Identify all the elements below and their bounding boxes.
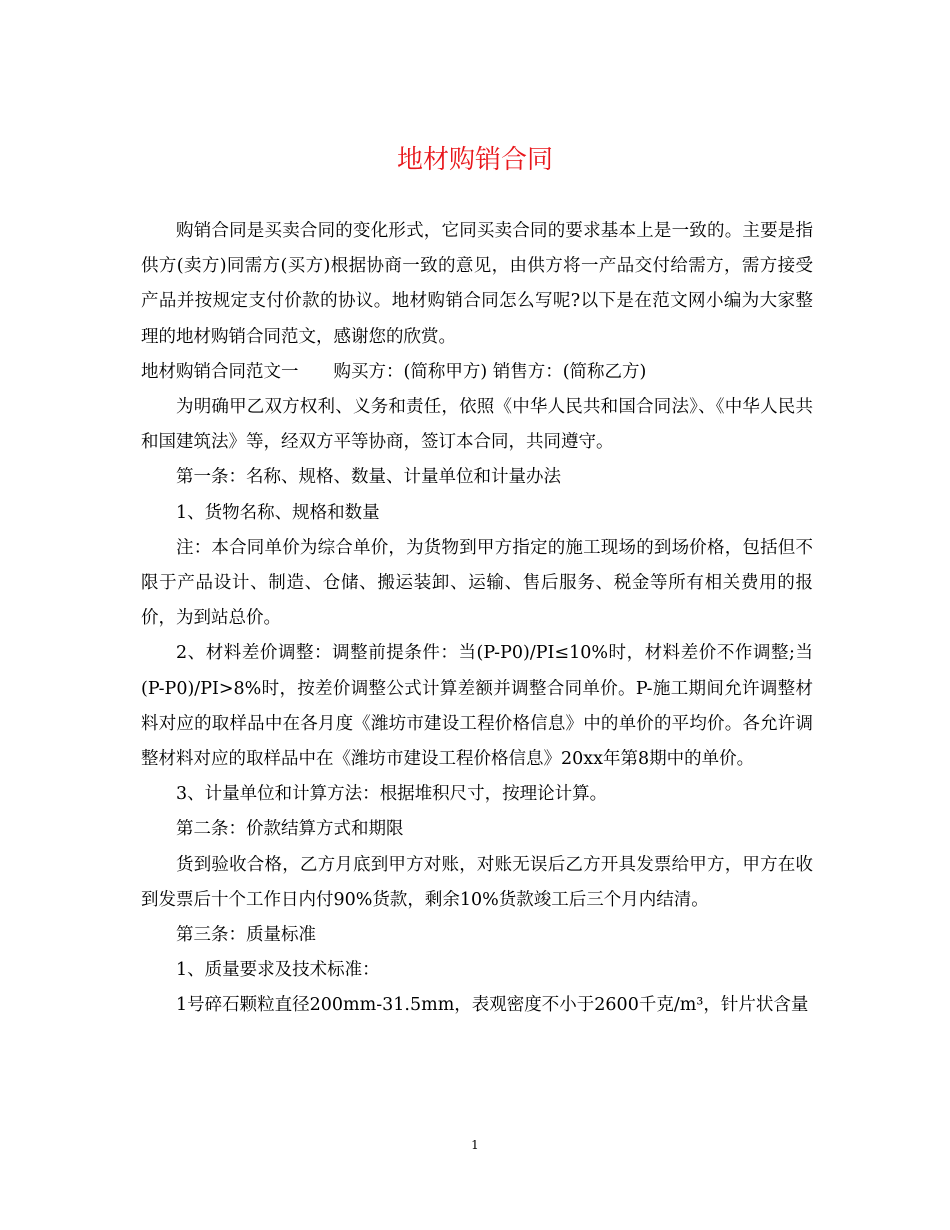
article-3-item-1: 1、质量要求及技术标准： — [176, 960, 380, 981]
paragraph-purpose: 为明确甲乙双方权利、义务和责任，依照《中华人民共和国合同法》、《中华人民共和国建筑法》等，经双方平等协商，签订本合同，共同遵守。 — [141, 397, 813, 453]
paragraph-sample-heading: 地材购销合同范文一 购买方：(简称甲方) 销售方：(简称乙方) — [141, 361, 647, 382]
document-body — [141, 214, 813, 1024]
article-3-heading: 第三条：质量标准 — [176, 925, 316, 946]
article-1-note: 注：本合同单价为综合单价，为货物到甲方指定的施工现场的到场价格，包括但不限于产品设计、制造、仓储、搬运装卸、运输、售后服务、税金等所有相关费用的报价，为到站总价。 — [141, 537, 813, 629]
article-1-item-2: 2、材料差价调整：调整前提条件：当(P-P0)/PI≤10%时，材料差价不作调整;当(P-P0)/PI>8%时，按差价调整公式计算差额并调整合同单价。P-施工期间允许调整材料对应的取样品中在各月度《潍坊市建设工程价格信息》中的单价的平均价。各允许调整材料对应的取样品中在《潍坊市建设工程价格信息》20xx年第8期中的单价。 — [141, 643, 813, 770]
article-2-heading: 第二条：价款结算方式和期限 — [176, 819, 404, 840]
article-1-item-1: 1、货物名称、规格和数量 — [176, 502, 380, 523]
article-3-item-1-detail: 1号碎石颗粒直径200mm-31.5mm，表观密度不小于2600千克/m³，针片状含量 — [176, 995, 809, 1016]
paragraph-intro: 购销合同是买卖合同的变化形式，它同买卖合同的要求基本上是一致的。主要是指供方(卖方)同需方(买方)根据协商一致的意见，由供方将一产品交付给需方，需方接受产品并按规定支付价款的协议。地材购销合同怎么写呢?以下是在范文网小编为大家整理的地材购销合同范文，感谢您的欣赏。 — [141, 221, 813, 347]
document-title: 地材购销合同 — [396, 145, 553, 175]
article-1-item-3: 3、计量单位和计算方法：根据堆积尺寸，按理论计算。 — [176, 784, 608, 805]
article-1-heading: 第一条：名称、规格、数量、计量单位和计量办法 — [176, 467, 561, 488]
page-number: 1 — [471, 1138, 479, 1152]
article-2-body: 货到验收合格，乙方月底到甲方对账，对账无误后乙方开具发票给甲方，甲方在收到发票后十个工作日内付90%货款，剩余10%货款竣工后三个月内结清。 — [141, 854, 813, 910]
